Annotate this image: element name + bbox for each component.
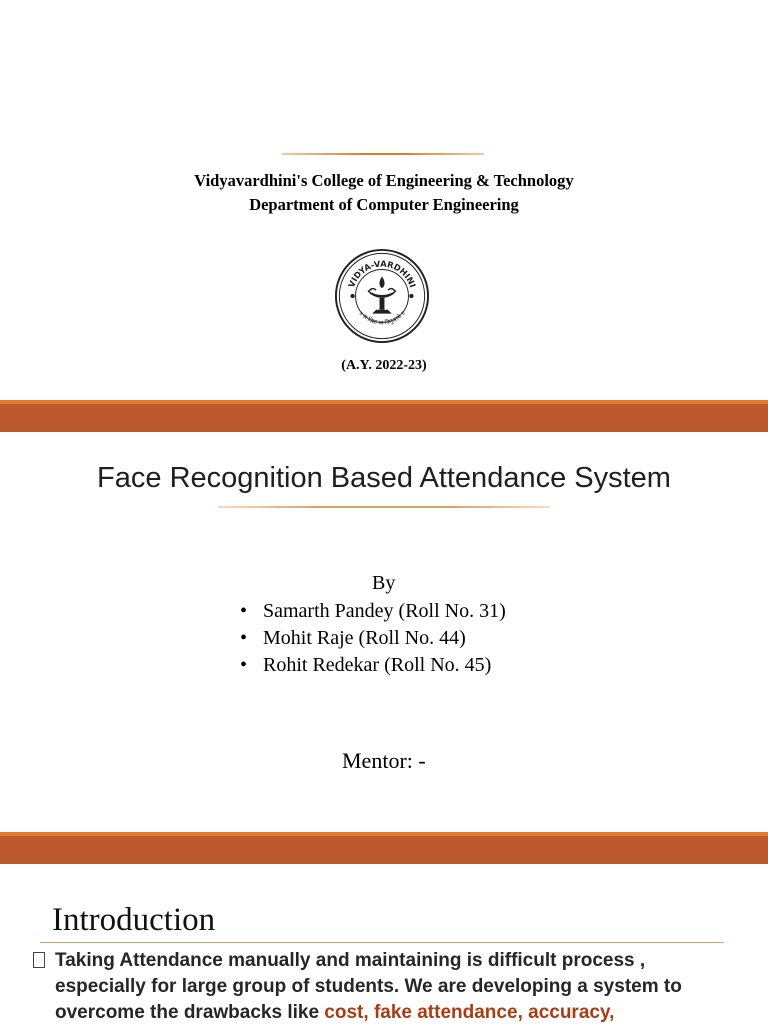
college-header: [0, 169, 768, 217]
bullet-dot: •: [240, 654, 248, 676]
author-item: [240, 652, 506, 679]
author-name: Mohit Raje (Roll No. 44): [263, 627, 466, 649]
author-name: Rohit Redekar (Roll No. 45): [263, 654, 492, 676]
college-name: Vidyavardhini's College of Engineering & Technology: [194, 171, 574, 190]
author-item: [240, 625, 506, 652]
highlight-separator: ,: [517, 1002, 529, 1023]
highlight-term: fake attendance: [373, 1002, 518, 1023]
logo-bottom-text: ॥ स विद्या या विमुक्तये ॥: [357, 310, 407, 327]
author-item: [240, 598, 506, 625]
logo-top-text: VIDYA-VARDHINI: [346, 258, 418, 289]
author-name: Samarth Pandey (Roll No. 31): [263, 600, 506, 622]
heading-underline: [40, 942, 724, 943]
title-slide-college: [0, 0, 768, 400]
by-label: By: [372, 572, 396, 594]
intro-paragraph: [55, 948, 733, 1024]
title-slide-project: [0, 432, 768, 830]
mentor-label: Mentor: -: [342, 748, 426, 773]
academic-year: (A.Y. 2022-23): [341, 358, 427, 373]
college-logo-icon: [333, 247, 431, 345]
bullet-dot: •: [240, 627, 248, 649]
project-title: Face Recognition Based Attendance System: [97, 462, 671, 494]
paragraph-text: Taking Attendance manually and maintaining is difficult process , especially for large group of students. We are developing a system to overcome the drawbacks like: [55, 950, 682, 1023]
decorative-rule: [218, 506, 550, 508]
highlight-separator: ,: [363, 1002, 374, 1023]
bullet-dot: •: [240, 600, 248, 622]
slide-separator-band: [0, 400, 768, 432]
author-list: [240, 598, 506, 679]
bullet-box-icon: [33, 952, 45, 968]
section-heading: Introduction: [52, 902, 216, 938]
department-name: Department of Computer Engineering: [249, 195, 519, 214]
introduction-slide: [0, 864, 768, 1024]
decorative-rule: [282, 153, 484, 155]
highlight-term: accuracy,: [528, 1002, 615, 1023]
intro-bullet: [33, 948, 733, 1024]
highlight-term: cost: [324, 1002, 364, 1023]
slide-separator-band: [0, 832, 768, 864]
